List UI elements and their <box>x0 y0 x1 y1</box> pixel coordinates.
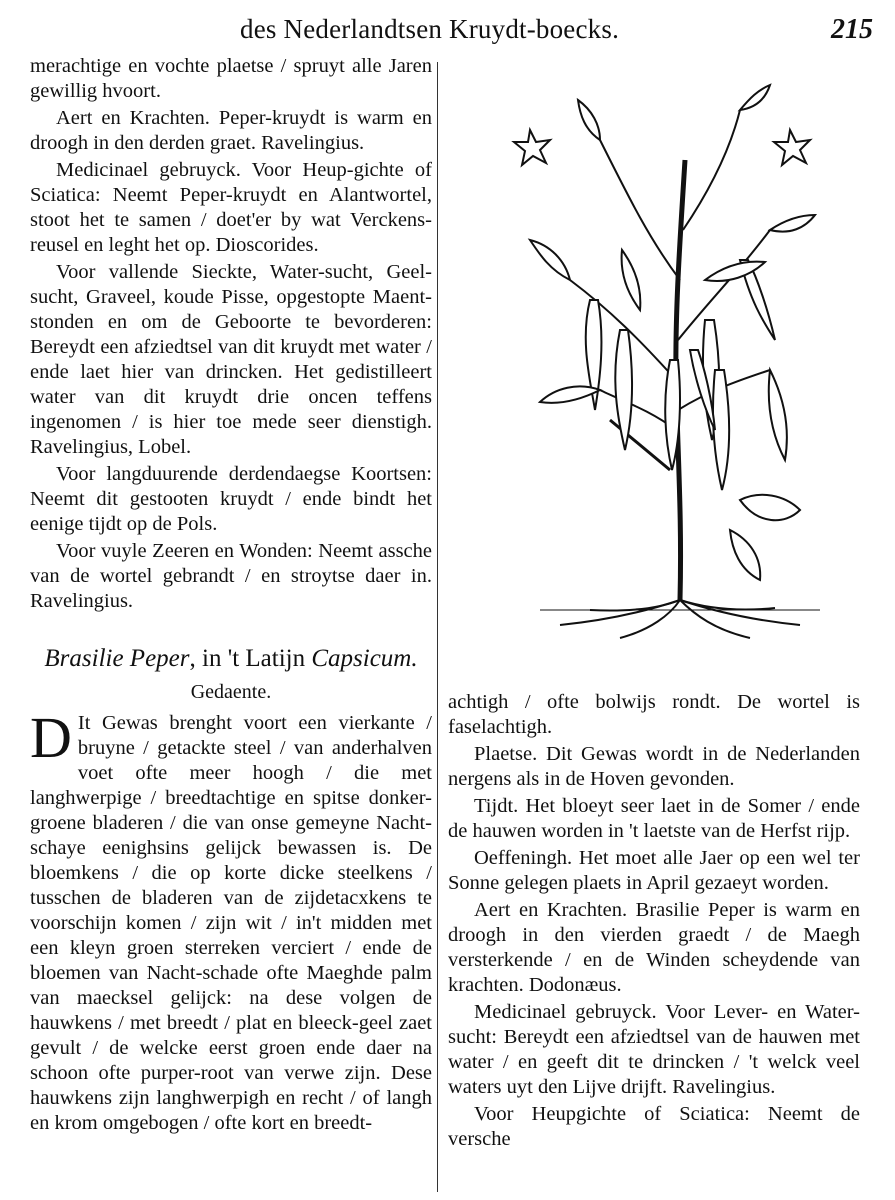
paragraph: Medicinael gebruyck. Voor Heup-gichte of Sciatica: Neemt Peper-kruydt en Alantwortel, stoot het te samen / doet'er by wat Verckens-reusel en leght het op. Dioscorides. <box>30 159 432 256</box>
paragraph: Oeffeningh. Het moet alle Jaer op een wel ter Sonne gelegen plaets in April gezaeyt worden. <box>448 847 860 894</box>
paragraph: achtigh / ofte bolwijs rondt. De wortel is faselachtigh. <box>448 691 860 738</box>
page-header <box>0 10 895 48</box>
drop-cap: D <box>30 705 72 770</box>
section-title-latin: Capsicum. <box>311 645 418 672</box>
paragraph: Aert en Krachten. Peper-kruydt is warm en droogh in den derden graet. Ravelingius. <box>30 107 432 154</box>
paragraph: Plaetse. Dit Gewas wordt in de Nederlanden nergens als in de Hoven gevonden. <box>448 743 860 790</box>
main-paragraph-text: It Gewas brenght voort een vierkante / bruyne / getackte steel / van anderhalven voet ofte meer hoogh / die met langhwerpige / breedtachtige en spitse donker-groene bladeren / die van onse gemeyne Nacht-schaye eenighsins gelijck bewassen is. De bloemkens / die op korte dicke steelkens / tusschen de bladeren van de zijdetacxkens te voorschijn komen / zijn wit / in't midden met een kleyn groen sterreken verciert / ende de bloemen van Nacht-schade ofte Maeghde palm van maecksel gelijck: na dese volgen de hauwkens / met breedt / plat en bleeck-geel zaet gevult / de welcke eerst groen ende daer na schoon ofte purper-root van verwe zijn. Dese hauwkens zijn langhwerpigh en recht / of langh en krom omgebogen / ofte kort en breedt- <box>30 712 432 1134</box>
paragraph: Voor langduurende derdendaegse Koortsen: Neemt dit gestooten kruydt / ende bindt het eenige tijdt op de Pols. <box>30 463 432 535</box>
main-paragraph <box>30 705 432 1136</box>
section-title-italic: Brasilie Peper <box>44 645 190 672</box>
woodcut-plant-illustration <box>500 80 860 640</box>
section-title-roman: , in 't Latijn <box>189 645 306 672</box>
paragraph: Tijdt. Het bloeyt seer laet in de Somer / ende de hauwen worden in 't laetste van de Herfst rijp. <box>448 795 860 842</box>
paragraph: Voor vallende Sieckte, Water-sucht, Geel-sucht, Graveel, koude Pisse, opgestopte Maent-stonden en om de Geboorte te bevorderen: Bereydt een afziedtsel van dit kruydt met water / ende laet hier van drincken. Het gedistilleert water van dit kruydt drie oncen teffens ingenomen / is hier toe mede seer dienstigh. Ravelingius, Lobel. <box>30 261 432 458</box>
paragraph: Medicinael gebruyck. Voor Lever- en Water-sucht: Bereydt een afziedtsel van de hauwen met water / en geeft dit te drincken / 't welck veel waters uyt den Lijve drijft. Ravelingius. <box>448 1001 860 1098</box>
running-head: des Nederlandtsen Kruydt-boecks. <box>240 14 620 44</box>
right-column <box>448 690 860 1154</box>
paragraph: Voor Heupgichte of Sciatica: Neemt de versche <box>448 1103 860 1150</box>
column-divider <box>437 62 438 1192</box>
section-title <box>30 644 432 674</box>
left-column <box>30 54 432 1138</box>
paragraph: Aert en Krachten. Brasilie Peper is warm en droogh in den vierden graedt / de Maegh versterkende / en de Winden scheydende van krachten. Dodonæus. <box>448 899 860 996</box>
page-number: 215 <box>831 14 873 45</box>
subheading: Gedaente. <box>190 681 272 703</box>
paragraph: merachtige en vochte plaetse / spruyt alle Jaren gewillig hvoort. <box>30 55 432 102</box>
paragraph: Voor vuyle Zeeren en Wonden: Neemt assche van de wortel gebrandt / en stroytse daer in. Ravelingius. <box>30 540 432 612</box>
